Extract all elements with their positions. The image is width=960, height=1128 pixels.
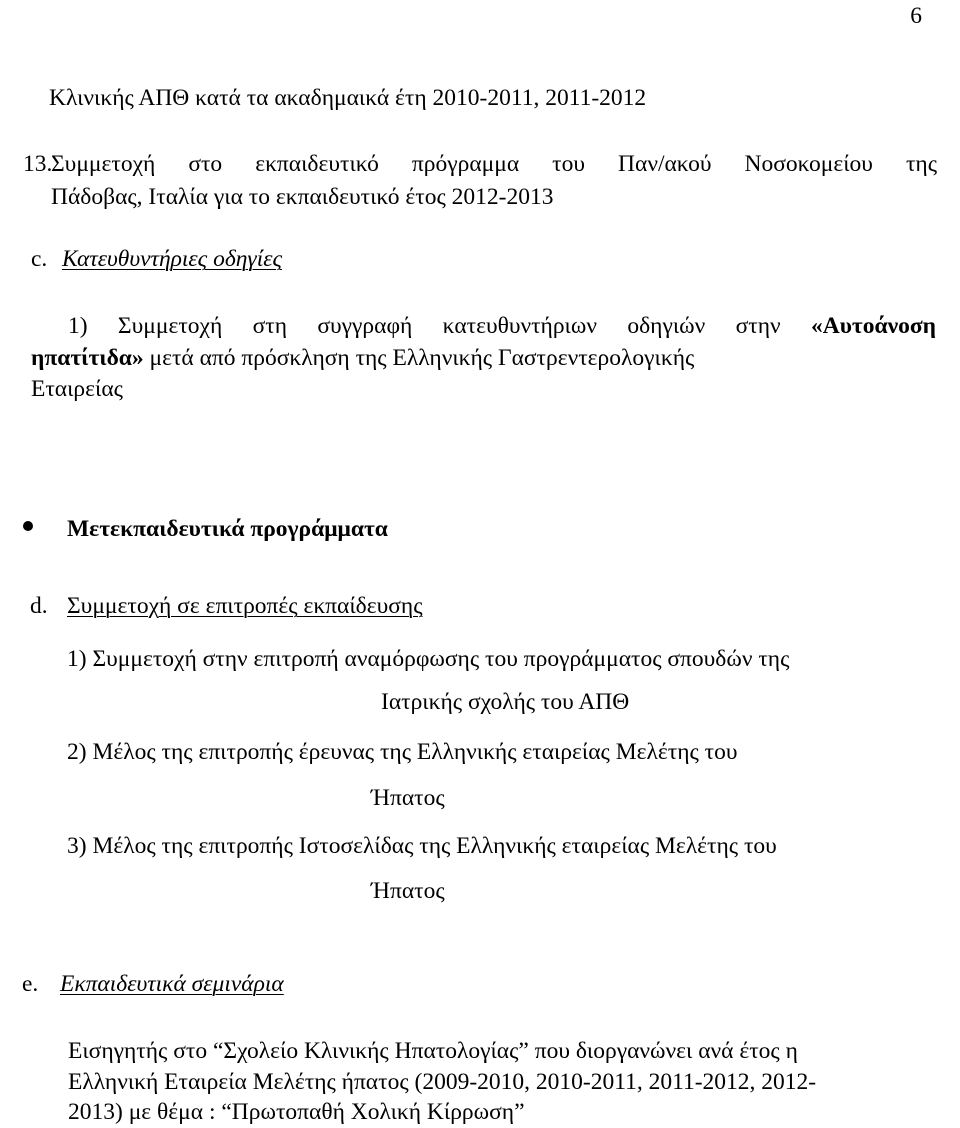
bullet-icon [23, 521, 33, 531]
list-item: 3) Μέλος της επιτροπής Ιστοσελίδας της Ελληνικής εταιρείας Μελέτης του [67, 833, 777, 859]
bold-text: «Αυτοάνοση [811, 313, 936, 339]
list-item-continuation: Ιατρικής σχολής του ΑΠΘ [381, 689, 630, 715]
list-item: 2) Μέλος της επιτροπής έρευνας της Ελληνικής εταιρείας Μελέτης του [67, 739, 738, 765]
text-line [31, 347, 694, 371]
list-item-continuation: Ήπατος [371, 785, 445, 811]
text-line: Εισηγητής στο “Σχολείο Κλινικής Ηπατολογίας” που διοργανώνει ανά έτος η [68, 1038, 798, 1064]
list-item: 1) Συμμετοχή στην επιτροπή αναμόρφωσης του προγράμματος σπουδών της [67, 646, 790, 672]
page-number: 6 [910, 3, 922, 29]
section-letter: c. [31, 246, 48, 272]
text-line: Πάδοβας, Ιταλία για το εκπαιδευτικό έτος 2012-2013 [51, 184, 554, 210]
text-line: Εταιρείας [31, 376, 123, 402]
section-title: Εκπαιδευτικά σεμινάρια [60, 971, 284, 997]
item-number: 13. [23, 151, 53, 177]
text-span: 1) Συμμετοχή στη συγγραφή κατευθυντήριων οδηγιών στην [68, 313, 811, 339]
text-line: Συμμετοχή στο εκπαιδευτικό πρόγραμμα του Παν/ακού Νοσοκομείου της [51, 151, 937, 177]
text-line: Ελληνική Εταιρεία Μελέτης ήπατος (2009-2010, 2010-2011, 2011-2012, 2012- [68, 1069, 817, 1095]
text-span: μετά από πρόσκληση της Ελληνικής Γαστρεντερολογικής [143, 345, 695, 371]
text-line: 2013) με θέμα : “Πρωτοπαθή Χολική Κίρρωση” [68, 1099, 525, 1125]
section-letter: d. [30, 593, 48, 619]
bold-text: ηπατίτιδα» [31, 345, 144, 371]
list-item-continuation: Ήπατος [371, 878, 445, 904]
section-title: Συμμετοχή σε επιτροπές εκπαίδευσης [67, 593, 423, 619]
section-title: Κατευθυντήριες οδηγίες [62, 246, 283, 272]
text-line: Κλινικής ΑΠΘ κατά τα ακαδημαικά έτη 2010-2011, 2011-2012 [49, 85, 647, 111]
text-line [68, 315, 936, 339]
section-letter: e. [22, 971, 39, 997]
section-heading: Μετεκπαιδευτικά προγράμματα [67, 516, 388, 542]
